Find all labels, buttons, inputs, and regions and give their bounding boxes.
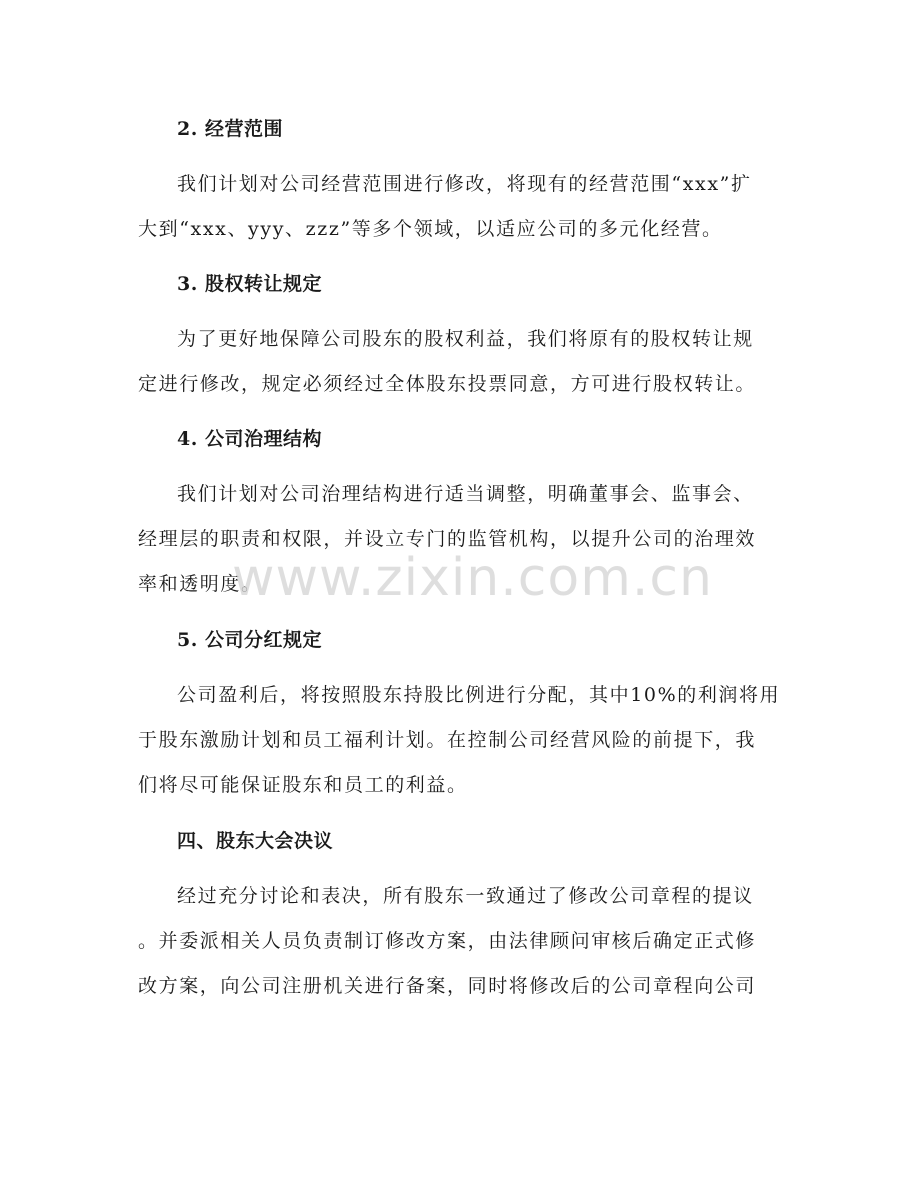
paragraph-line: 们将尽可能保证股东和员工的利益。	[138, 774, 468, 796]
paragraph-business-scope	[138, 172, 788, 262]
section-heading-dividend: 5. 公司分红规定	[177, 629, 322, 651]
paragraph-line: 于股东激励计划和员工福利计划。在控制公司经营风险的前提下，我	[138, 729, 757, 751]
paragraph-line: 率和透明度。	[138, 573, 262, 595]
watermark-text: www.zixin.com.cn	[232, 548, 713, 608]
paragraph-line: 我们计划对公司治理结构进行适当调整，明确董事会、监事会、	[177, 483, 754, 505]
paragraph-equity-transfer	[138, 327, 788, 417]
paragraph-line: 改方案，向公司注册机关进行备案，同时将修改后的公司章程向公司	[138, 975, 757, 997]
paragraph-line: 公司盈利后，将按照股东持股比例进行分配，其中10%的利润将用	[177, 684, 781, 706]
paragraph-shareholder-resolution	[138, 884, 788, 1019]
paragraph-line: 定进行修改，规定必须经过全体股东投票同意，方可进行股权转让。	[138, 373, 757, 395]
section-heading-shareholder-resolution: 四、股东大会决议	[177, 830, 334, 852]
paragraph-line: 经过充分讨论和表决，所有股东一致通过了修改公司章程的提议	[177, 885, 754, 907]
section-heading-business-scope: 2. 经营范围	[177, 118, 283, 140]
paragraph-line: 为了更好地保障公司股东的股权利益，我们将原有的股权转让规	[177, 328, 754, 350]
paragraph-line: 经理层的职责和权限，并设立专门的监管机构，以提升公司的治理效	[138, 528, 757, 550]
paragraph-line: 。并委派相关人员负责制订修改方案，由法律顾问审核后确定正式修	[138, 930, 757, 952]
paragraph-line: 我们计划对公司经营范围进行修改，将现有的经营范围“xxx”扩	[177, 173, 752, 195]
paragraph-dividend	[138, 683, 788, 818]
section-heading-governance: 4. 公司治理结构	[177, 428, 322, 450]
paragraph-line: 大到“xxx、yyy、zzz”等多个领域，以适应公司的多元化经营。	[138, 218, 723, 240]
section-heading-equity-transfer: 3. 股权转让规定	[177, 273, 322, 295]
